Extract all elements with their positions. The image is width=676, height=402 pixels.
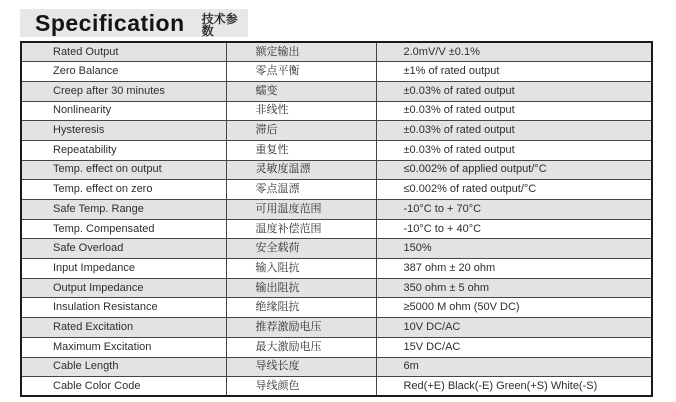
param-name-zh: 灵敏度温漂 [226,160,376,180]
page-subtitle-zh: 技术参数 [201,11,238,38]
specification-table [20,41,651,397]
param-value: -10°C to + 70°C [376,200,652,220]
param-name-en: Output Impedance [21,278,226,298]
param-value: ±0.03% of rated output [376,140,652,160]
param-name-zh: 最大激励电压 [226,337,376,357]
table-row [21,298,652,318]
param-name-en: Rated Excitation [21,318,226,338]
param-name-zh: 零点平衡 [226,62,376,82]
param-name-zh: 零点温漂 [226,180,376,200]
param-name-zh: 蠕变 [226,81,376,101]
param-name-en: Maximum Excitation [21,337,226,357]
param-name-zh: 非线性 [226,101,376,121]
param-name-zh: 可用温度范围 [226,200,376,220]
table-row [21,140,652,160]
page-title: Specification [35,9,185,36]
spec-table [20,41,653,397]
param-value: ±1% of rated output [376,62,652,82]
param-name-en: Rated Output [21,42,226,62]
param-value: 10V DC/AC [376,318,652,338]
param-name-zh: 温度补偿范围 [226,219,376,239]
table-row [21,377,652,397]
table-row [21,219,652,239]
param-name-zh: 重复性 [226,140,376,160]
param-value: 6m [376,357,652,377]
param-name-zh: 额定输出 [226,42,376,62]
param-value: ≥5000 M ohm (50V DC) [376,298,652,318]
param-name-zh: 输出阻抗 [226,278,376,298]
param-name-en: Insulation Resistance [21,298,226,318]
param-name-en: Repeatability [21,140,226,160]
param-name-zh: 推荐激励电压 [226,318,376,338]
param-value: 350 ohm ± 5 ohm [376,278,652,298]
param-value: ±0.03% of rated output [376,81,652,101]
param-name-en: Temp. effect on output [21,160,226,180]
param-name-zh: 导线长度 [226,357,376,377]
param-value: 387 ohm ± 20 ohm [376,259,652,279]
param-value: 15V DC/AC [376,337,652,357]
param-name-zh: 导线颜色 [226,377,376,397]
param-name-en: Zero Balance [21,62,226,82]
param-name-en: Cable Length [21,357,226,377]
param-value: -10°C to + 40°C [376,219,652,239]
param-value: ≤0.002% of applied output/°C [376,160,652,180]
section-title-band [20,9,248,37]
param-name-zh: 滞后 [226,121,376,141]
table-row [21,337,652,357]
table-row [21,180,652,200]
param-name-zh: 安全载荷 [226,239,376,259]
table-row [21,81,652,101]
param-value: ±0.03% of rated output [376,101,652,121]
param-name-en: Nonlinearity [21,101,226,121]
spec-table-body [21,42,652,396]
table-row [21,160,652,180]
param-value: Red(+E) Black(-E) Green(+S) White(-S) [376,377,652,397]
table-row [21,318,652,338]
param-value: ≤0.002% of rated output/°C [376,180,652,200]
param-name-zh: 绝缘阻抗 [226,298,376,318]
table-row [21,239,652,259]
table-row [21,42,652,62]
param-name-en: Input Impedance [21,259,226,279]
param-name-en: Safe Temp. Range [21,200,226,220]
table-row [21,278,652,298]
param-value: 150% [376,239,652,259]
param-name-zh: 输入阻抗 [226,259,376,279]
table-row [21,101,652,121]
param-value: ±0.03% of rated output [376,121,652,141]
param-name-en: Creep after 30 minutes [21,81,226,101]
table-row [21,259,652,279]
table-row [21,62,652,82]
param-name-en: Temp. effect on zero [21,180,226,200]
param-name-en: Safe Overload [21,239,226,259]
param-name-en: Cable Color Code [21,377,226,397]
param-name-en: Hysteresis [21,121,226,141]
param-name-en: Temp. Compensated [21,219,226,239]
table-row [21,357,652,377]
table-row [21,200,652,220]
table-row [21,121,652,141]
param-value: 2.0mV/V ±0.1% [376,42,652,62]
